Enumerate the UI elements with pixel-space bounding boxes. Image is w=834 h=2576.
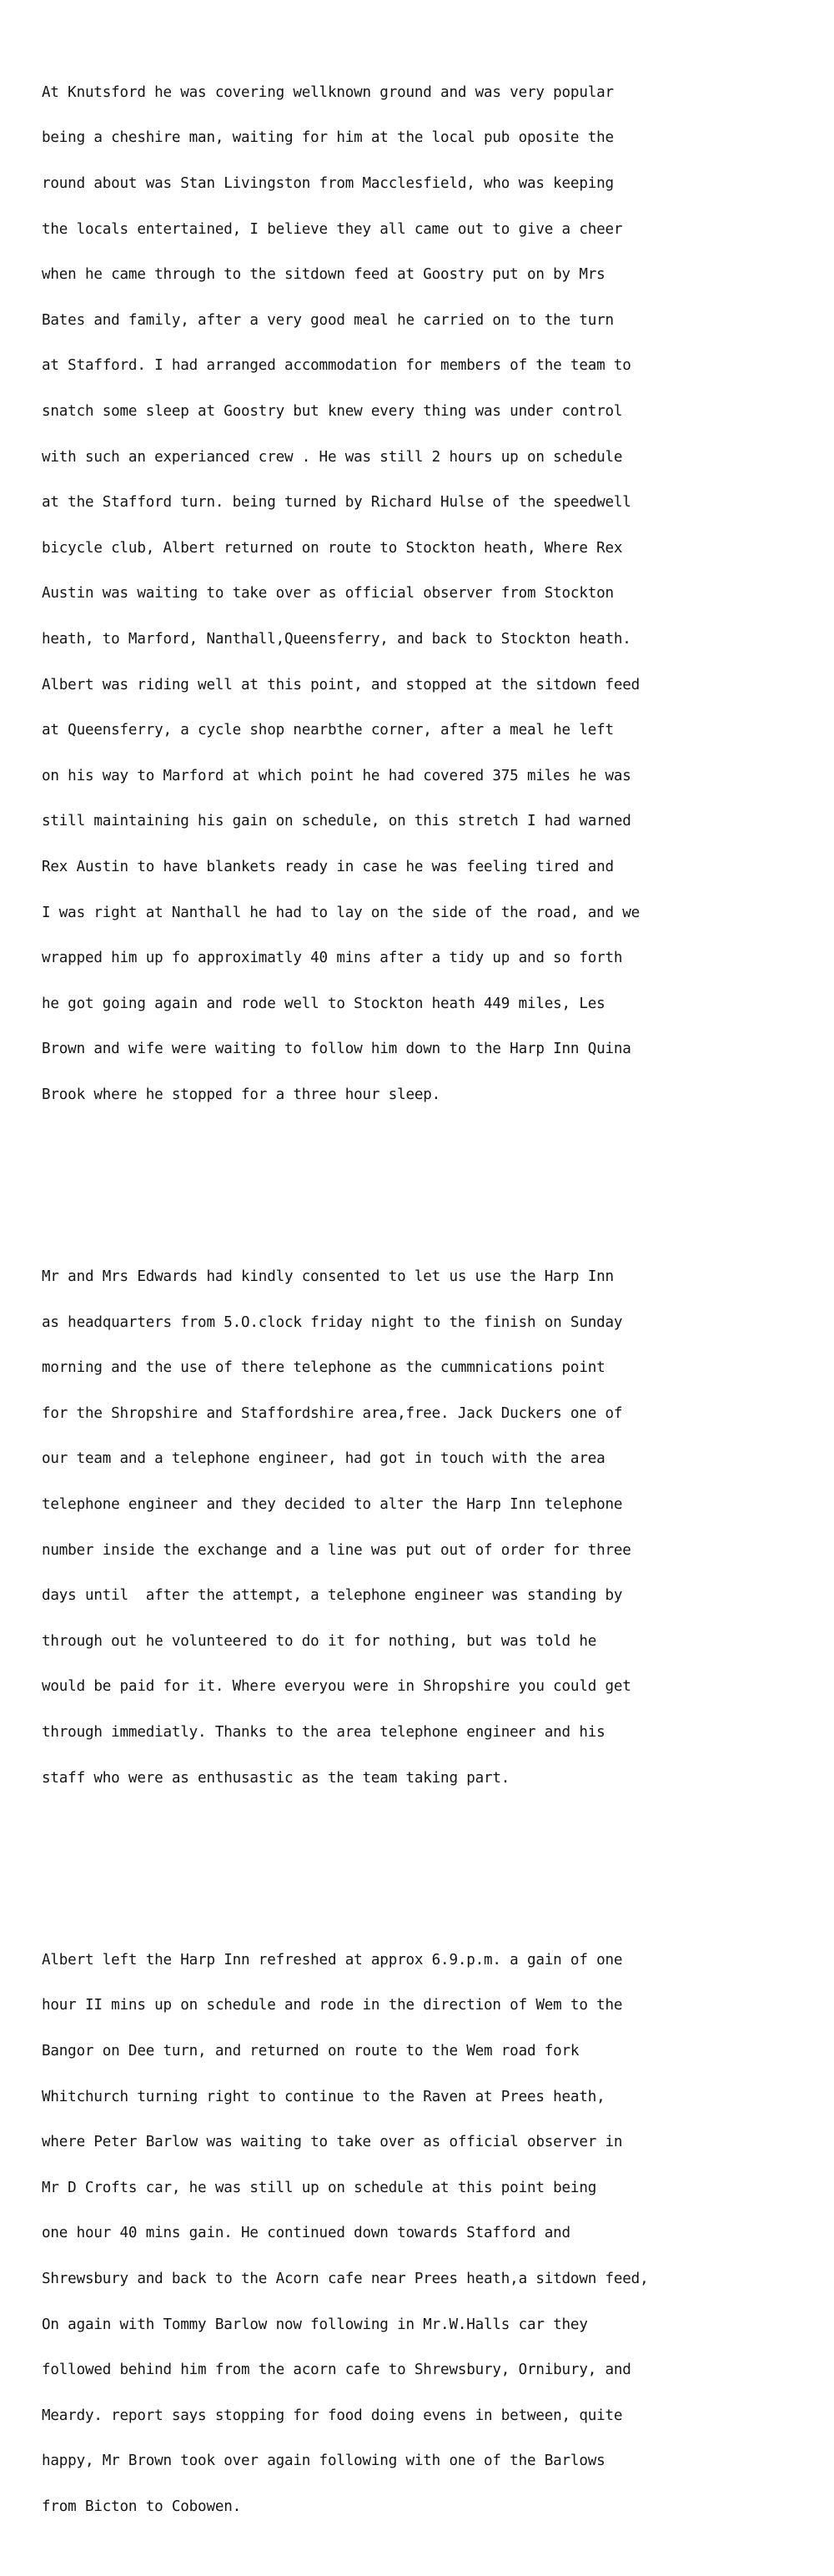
paragraph-harp-inn: [42, 1239, 826, 1817]
text-line: one hour 40 mins gain. He continued down towards Stafford and: [42, 2225, 570, 2242]
text-line: wrapped him up fo approximatly 40 mins after a tidy up and so forth: [42, 950, 623, 967]
text-line: our team and a telephone engineer, had got in touch with the area: [42, 1450, 605, 1468]
text-line: Austin was waiting to take over as official observer from Stockton: [42, 585, 614, 602]
text-line: bicycle club, Albert returned on route to Stockton heath, Where Rex: [42, 539, 623, 557]
text-line: at Stafford. I had arranged accommodation for members of the team to: [42, 357, 631, 375]
text-line: happy, Mr Brown took over again following with one of the Barlows: [42, 2452, 605, 2470]
text-line: on his way to Marford at which point he had covered 375 miles he was: [42, 767, 631, 784]
text-line: Bangor on Dee turn, and returned on route to the Wem road fork: [42, 2043, 580, 2060]
text-line: heath, to Marford, Nanthall,Queensferry, and back to Stockton heath.: [42, 630, 631, 648]
text-line: At Knutsford he was covering wellknown ground and was very popular: [42, 83, 614, 101]
text-line: being a cheshire man, waiting for him at the local pub oposite the: [42, 129, 614, 147]
text-line: at the Stafford turn. being turned by Richard Hulse of the speedwell: [42, 494, 631, 512]
text-line: with such an experianced crew . He was still 2 hours up on schedule: [42, 448, 623, 466]
text-line: the locals entertained, I believe they all came out to give a cheer: [42, 220, 623, 238]
paragraph-spacer: [42, 1862, 826, 1877]
text-line: number inside the exchange and a line was put out of order for three: [42, 1541, 631, 1559]
text-line: would be paid for it. Where everyou were in Shropshire you could get: [42, 1678, 631, 1696]
text-line: where Peter Barlow was waiting to take over as official observer in: [42, 2134, 623, 2151]
text-line: Rex Austin to have blankets ready in case he was feeling tired and: [42, 858, 614, 875]
text-line: Bates and family, after a very good meal he carried on to the turn: [42, 311, 614, 329]
text-line: Brown and wife were waiting to follow him down to the Harp Inn Quina: [42, 1041, 631, 1058]
text-line: at Queensferry, a cycle shop nearbthe corner, after a meal he left: [42, 722, 614, 739]
text-line: Meardy. report says stopping for food doing evens in between, quite: [42, 2407, 623, 2424]
text-line: hour II mins up on schedule and rode in the direction of Wem to the: [42, 1997, 623, 2014]
text-line: through out he volunteered to do it for nothing, but was told he: [42, 1632, 597, 1650]
text-line: telephone engineer and they decided to alter the Harp Inn telephone: [42, 1496, 623, 1514]
text-line: morning and the use of there telephone as the cummnications point: [42, 1359, 605, 1377]
text-line: days until after the attempt, a telephone engineer was standing by: [42, 1587, 623, 1605]
text-line: staff who were as enthusastic as the team taking part.: [42, 1769, 510, 1787]
paragraph-spacer: [42, 1178, 826, 1193]
text-line: he got going again and rode well to Stockton heath 449 miles, Les: [42, 995, 605, 1012]
text-line: through immediatly. Thanks to the area telephone engineer and his: [42, 1724, 605, 1742]
text-line: from Bicton to Cobowen.: [42, 2498, 242, 2515]
text-line: Whitchurch turning right to continue to the Raven at Prees heath,: [42, 2088, 605, 2105]
text-line: still maintaining his gain on schedule, on this stretch I had warned: [42, 813, 631, 830]
text-line: Mr and Mrs Edwards had kindly consented to let us use the Harp Inn: [42, 1268, 614, 1286]
text-line: snatch some sleep at Goostry but knew every thing was under control: [42, 402, 623, 420]
text-line: Brook where he stopped for a three hour sleep.: [42, 1086, 441, 1103]
text-line: as headquarters from 5.O.clock friday night to the finish on Sunday: [42, 1313, 623, 1331]
text-line: Shrewsbury and back to the Acorn cafe near Prees heath,a sitdown feed,: [42, 2271, 649, 2287]
text-line: when he came through to the sitdown feed at Goostry put on by Mrs: [42, 266, 605, 284]
text-line: followed behind him from the acorn cafe to Shrewsbury, Ornibury, and: [42, 2362, 631, 2379]
paragraph-knutsford: [42, 54, 826, 1132]
text-line: I was right at Nanthall he had to lay on the side of the road, and we: [42, 904, 641, 921]
text-line: Albert left the Harp Inn refreshed at approx 6.9.p.m. a gain of one: [42, 1951, 623, 1969]
text-line: Mr D Crofts car, he was still up on schedule at this point being: [42, 2179, 597, 2196]
text-line: Albert was riding well at this point, and stopped at the sitdown feed: [42, 676, 641, 693]
typescript-body: [42, 24, 826, 2575]
text-line: On again with Tommy Barlow now following in Mr.W.Halls car they: [42, 2316, 588, 2333]
paragraph-albert-left: [42, 1922, 826, 2544]
text-line: for the Shropshire and Staffordshire area,free. Jack Duckers one of: [42, 1404, 623, 1422]
text-line: round about was Stan Livingston from Macclesfield, who was keeping: [42, 175, 614, 192]
